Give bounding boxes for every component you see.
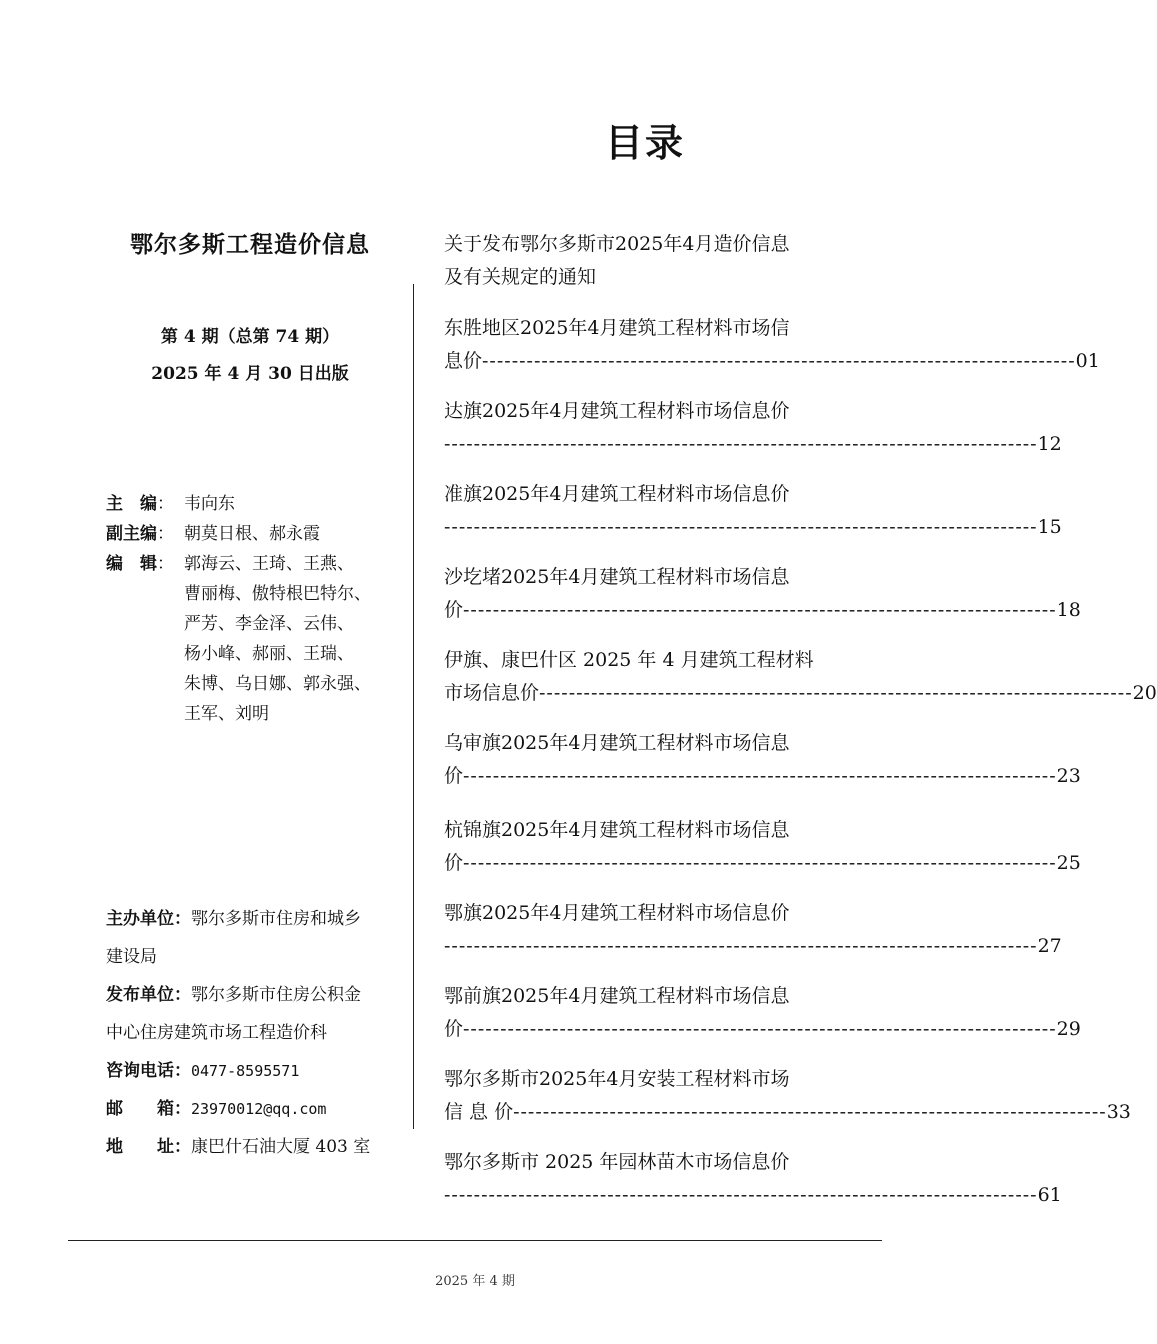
email-row: 邮 箱：23970012@qq.com <box>106 1099 327 1119</box>
phone-row: 咨询电话：0477-8595571 <box>106 1061 300 1081</box>
toc-leader-dashes: -------------------------------------------------------------------------------- <box>444 1184 1038 1206</box>
toc-entry[interactable] <box>444 897 1062 963</box>
editors-line: 朱博、乌日娜、郭永强、 <box>184 674 371 694</box>
editorial-staff <box>106 489 406 729</box>
editors-label-text: 编 辑 <box>106 554 157 574</box>
publication-date: 2025 年 4 月 30 日出版 <box>151 364 349 384</box>
toc-entry-title: 鄂尔多斯市 2025 年园林苗木市场信息价 <box>444 1151 790 1173</box>
sponsor-row: 主办单位：鄂尔多斯市住房和城乡 <box>106 909 361 929</box>
toc-page-number: 15 <box>1037 516 1062 538</box>
chief-editor-label-text: 主 编 <box>106 494 157 514</box>
address-label: 地 址 <box>106 1137 174 1157</box>
toc-leader-dashes: -------------------------------------------------------------------------------- <box>463 852 1057 874</box>
toc-page-number: 20 <box>1132 682 1157 704</box>
editors-line: 郭海云、王琦、王燕、 <box>184 554 354 574</box>
toc-page-number: 12 <box>1037 433 1062 455</box>
toc-page-number: 01 <box>1075 350 1100 372</box>
editors-line: 曹丽梅、傲特根巴特尔、 <box>184 584 371 604</box>
publication-title: 鄂尔多斯工程造价信息 <box>130 231 370 258</box>
toc-leader-dashes: -------------------------------------------------------------------------------- <box>463 765 1057 787</box>
editors-row <box>106 549 406 729</box>
email-label: 邮 箱 <box>106 1099 174 1119</box>
toc-leader-dashes: -------------------------------------------------------------------------------- <box>444 516 1038 538</box>
toc-entry[interactable] <box>444 395 1062 461</box>
toc-page-number: 61 <box>1037 1184 1062 1206</box>
toc-entry-title: 鄂尔多斯市2025年4月安装工程材料市场 <box>444 1068 790 1090</box>
toc-leader-dashes: -------------------------------------------------------------------------------- <box>463 599 1057 621</box>
chief-editor-label: 主 编： <box>106 494 174 514</box>
footer-rule <box>68 1240 882 1241</box>
toc-entry-title: 杭锦旗2025年4月建筑工程材料市场信息 <box>444 819 790 841</box>
toc-entry-title-continued: 价 <box>444 852 464 874</box>
issue-number: 第 4 期（总第 74 期） <box>160 327 340 347</box>
toc-entry[interactable] <box>444 478 1062 544</box>
editors-line: 杨小峰、郝丽、王瑞、 <box>184 644 354 664</box>
phone-number: 0477-8595571 <box>191 1062 300 1080</box>
publisher-info <box>106 900 406 1166</box>
toc-page-number: 18 <box>1056 599 1081 621</box>
toc-entry-title-continued: 市场信息价 <box>444 682 540 704</box>
toc-leader-dashes: -------------------------------------------------------------------------------- <box>539 682 1133 704</box>
email-address[interactable]: 23970012@qq.com <box>191 1100 327 1118</box>
toc-entry[interactable] <box>444 980 1081 1046</box>
toc-leader-dashes: -------------------------------------------------------------------------------- <box>444 935 1038 957</box>
chief-editor-row <box>106 489 406 519</box>
issuer-line2: 中心住房建筑市场工程造价科 <box>106 1023 327 1043</box>
deputy-editor-label-text: 副主编 <box>106 524 157 544</box>
toc-entry-title: 鄂前旗2025年4月建筑工程材料市场信息 <box>444 985 790 1007</box>
issuer-row-continued <box>106 1014 406 1052</box>
column-divider <box>413 284 414 1129</box>
deputy-editor-label: 副主编： <box>106 524 174 544</box>
editors-label: 编 辑： <box>106 554 174 574</box>
address-value: 康巴什石油大厦 403 室 <box>191 1137 371 1157</box>
toc-page-number: 27 <box>1037 935 1062 957</box>
toc-entry[interactable] <box>444 814 1081 880</box>
toc-entry-title: 鄂旗2025年4月建筑工程材料市场信息价 <box>444 902 790 924</box>
sponsor-row-continued <box>106 938 406 976</box>
sponsor-label: 主办单位 <box>106 909 174 929</box>
toc-entry[interactable] <box>444 727 1081 793</box>
toc-page-number: 25 <box>1056 852 1081 874</box>
toc-entry-title: 东胜地区2025年4月建筑工程材料市场信 <box>444 317 790 339</box>
toc-entry[interactable] <box>444 228 844 294</box>
toc-leader-dashes: -------------------------------------------------------------------------------- <box>513 1101 1107 1123</box>
editors-line: 王军、刘明 <box>184 704 269 724</box>
toc-entry-title: 准旗2025年4月建筑工程材料市场信息价 <box>444 483 790 505</box>
toc-entry-title: 关于发布鄂尔多斯市2025年4月造价信息 <box>444 233 790 255</box>
toc-entry[interactable] <box>444 561 1081 627</box>
toc-page-number: 33 <box>1106 1101 1131 1123</box>
toc-entry-title: 沙圪堵2025年4月建筑工程材料市场信息 <box>444 566 790 588</box>
toc-entry[interactable] <box>444 1146 1062 1212</box>
editors-line: 严芳、李金泽、云伟、 <box>184 614 354 634</box>
footer-issue-label: 2025 年 4 期 <box>435 1274 515 1289</box>
toc-entry[interactable] <box>444 312 1100 378</box>
chief-editor-name: 韦向东 <box>184 494 235 514</box>
toc-heading: 目录 <box>604 121 685 165</box>
issuer-label: 发布单位 <box>106 985 174 1005</box>
toc-entry-title-continued: 价 <box>444 1018 464 1040</box>
sponsor-line1: 鄂尔多斯市住房和城乡 <box>191 909 361 929</box>
issuer-row: 发布单位：鄂尔多斯市住房公积金 <box>106 985 361 1005</box>
toc-entry-title-continued: 息价 <box>444 350 483 372</box>
toc-leader-dashes: -------------------------------------------------------------------------------- <box>444 433 1038 455</box>
phone-label: 咨询电话 <box>106 1061 174 1081</box>
toc-entry-title-continued: 信 息 价 <box>444 1101 514 1123</box>
toc-entry-title: 伊旗、康巴什区 2025 年 4 月建筑工程材料 <box>444 649 814 671</box>
deputy-editor-names: 朝莫日根、郝永霞 <box>184 524 320 544</box>
toc-entry-title-continued: 及有关规定的通知 <box>444 266 597 288</box>
toc-entry[interactable] <box>444 644 1157 710</box>
sponsor-line2: 建设局 <box>106 947 157 967</box>
toc-entry-title: 达旗2025年4月建筑工程材料市场信息价 <box>444 400 790 422</box>
issuer-line1: 鄂尔多斯市住房公积金 <box>191 985 361 1005</box>
toc-entry-title: 乌审旗2025年4月建筑工程材料市场信息 <box>444 732 790 754</box>
editors-list <box>184 549 406 729</box>
toc-leader-dashes: -------------------------------------------------------------------------------- <box>482 350 1076 372</box>
toc-page-number: 29 <box>1056 1018 1081 1040</box>
toc-entry-title-continued: 价 <box>444 765 464 787</box>
deputy-editor-row <box>106 519 406 549</box>
toc-page-number: 23 <box>1056 765 1081 787</box>
toc-entry[interactable] <box>444 1063 1131 1129</box>
toc-entry-title-continued: 价 <box>444 599 464 621</box>
address-row: 地 址：康巴什石油大厦 403 室 <box>106 1137 371 1157</box>
toc-leader-dashes: -------------------------------------------------------------------------------- <box>463 1018 1057 1040</box>
